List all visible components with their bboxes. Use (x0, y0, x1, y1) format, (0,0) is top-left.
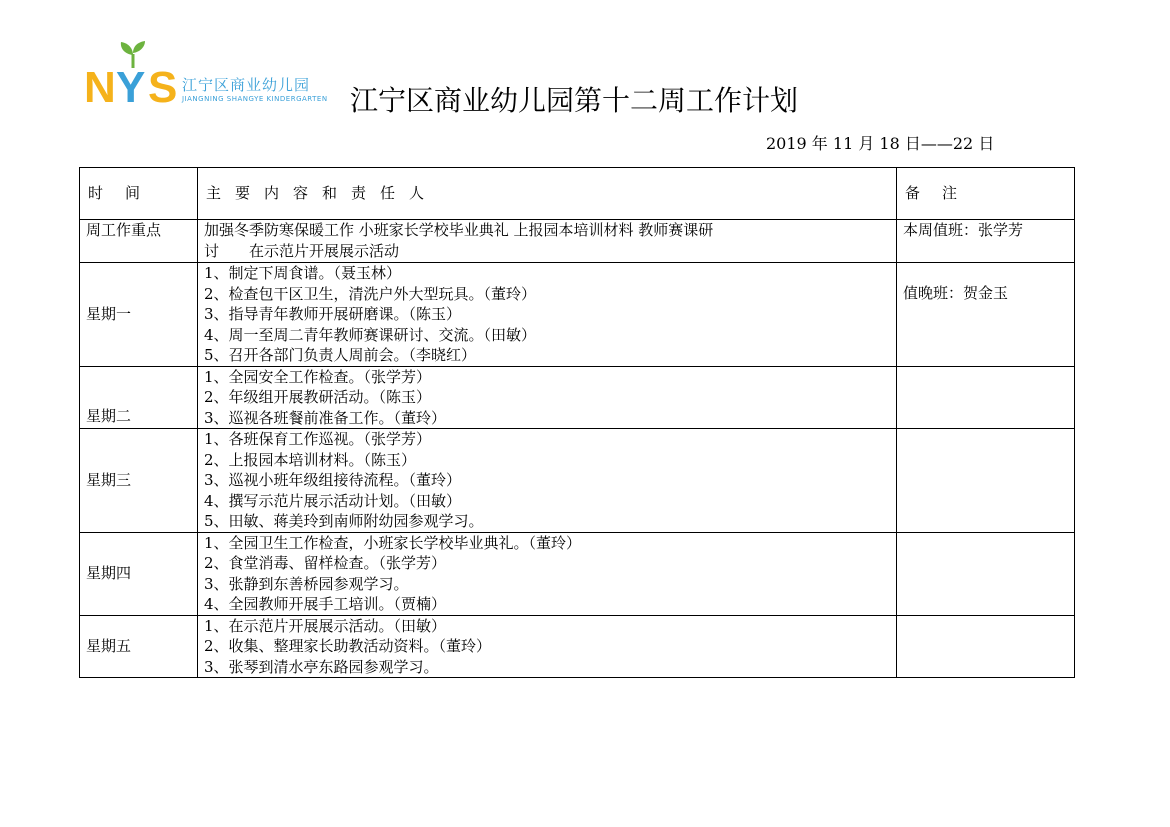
list-item: 4、撰写示范片展示活动计划。（田敏） (204, 491, 462, 510)
focus-content-line: 加强冬季防寒保暖工作 小班家长学校毕业典礼 上报园本培训材料 教师赛课研 (204, 221, 714, 239)
day-label: 星期二 (80, 366, 198, 429)
day-row-thursday (80, 532, 1075, 615)
focus-label: 周工作重点 (80, 220, 198, 263)
list-item: 2、年级组开展教研活动。（陈玉） (204, 388, 432, 406)
day-row-tuesday (80, 366, 1075, 429)
day-label: 星期三 (80, 429, 198, 533)
list-item: 4、周一至周二青年教师赛课研讨、交流。（田敏） (204, 325, 537, 344)
logo-letter-s: S (148, 63, 178, 112)
list-item: 1、各班保育工作巡视。（张学芳） (204, 430, 432, 448)
list-item: 3、巡视各班餐前准备工作。（董玲） (204, 408, 447, 427)
page-title: 江宁区商业幼儿园第十二周工作计划 (350, 84, 799, 117)
focus-row (80, 220, 1075, 263)
day-row-friday (80, 615, 1075, 678)
day-items (198, 532, 897, 615)
day-items (198, 615, 897, 678)
day-note (897, 429, 1075, 533)
logo-english-name: JIANGNING SHANGYE KINDERGARTEN (182, 95, 328, 103)
list-item: 2、检查包干区卫生，清洗户外大型玩具。（董玲） (204, 284, 537, 303)
list-item: 4、全园教师开展手工培训。（贾楠） (204, 595, 447, 613)
list-item: 3、指导青年教师开展研磨课。（陈玉） (204, 305, 462, 323)
day-row-monday (80, 263, 1075, 367)
focus-content-line2 (204, 241, 890, 262)
day-note: 值晚班：贺金玉 (897, 263, 1075, 367)
weekly-plan-table (79, 167, 1075, 678)
header-time: 时间 (80, 168, 198, 220)
list-item: 1、全园安全工作检查。（张学芳） (204, 367, 432, 386)
focus-content (198, 220, 897, 263)
header-note: 备注 (897, 168, 1075, 220)
day-row-wednesday (80, 429, 1075, 533)
day-items (198, 429, 897, 533)
focus-content-tail: 讨 (204, 241, 220, 260)
focus-content-activity: 在示范片开展展示活动 (249, 241, 400, 260)
header-content: 主要内容和责任人 (198, 168, 897, 220)
day-label: 星期五 (80, 615, 198, 678)
day-note (897, 532, 1075, 615)
list-item: 1、全园卫生工作检查，小班家长学校毕业典礼。（董玲） (204, 533, 582, 552)
day-items (198, 366, 897, 429)
header-row (80, 168, 1075, 220)
day-note (897, 366, 1075, 429)
day-items (198, 263, 897, 367)
day-note (897, 615, 1075, 678)
logo-chinese-name: 江宁区商业幼儿园 (182, 76, 311, 94)
kindergarten-logo (84, 40, 354, 110)
list-item: 1、制定下周食谱。（聂玉林） (204, 264, 402, 282)
day-label: 星期四 (80, 532, 198, 615)
day-label: 星期一 (80, 263, 198, 367)
date-range: 2019 年 11 月 18 日——22 日 (766, 134, 995, 153)
list-item: 1、在示范片开展展示活动。（田敏） (204, 616, 447, 635)
focus-note: 本周值班：张学芳 (897, 220, 1075, 263)
list-item: 3、巡视小班年级组接待流程。（董玲） (204, 471, 462, 489)
list-item: 3、张琴到清水亭东路园参观学习。 (204, 657, 439, 676)
list-item: 5、召开各部门负责人周前会。（李晓红） (204, 346, 477, 364)
logo-letter-n: N (84, 63, 116, 112)
list-item: 2、上报园本培训材料。（陈玉） (204, 450, 417, 469)
list-item: 3、张静到东善桥园参观学习。 (204, 574, 409, 593)
logo-letter-y: Y (116, 63, 146, 112)
list-item: 2、收集、整理家长助教活动资料。（董玲） (204, 637, 492, 655)
list-item: 2、食堂消毒、留样检查。（张学芳） (204, 554, 447, 572)
list-item: 5、田敏、蒋美玲到南师附幼园参观学习。 (204, 512, 484, 530)
